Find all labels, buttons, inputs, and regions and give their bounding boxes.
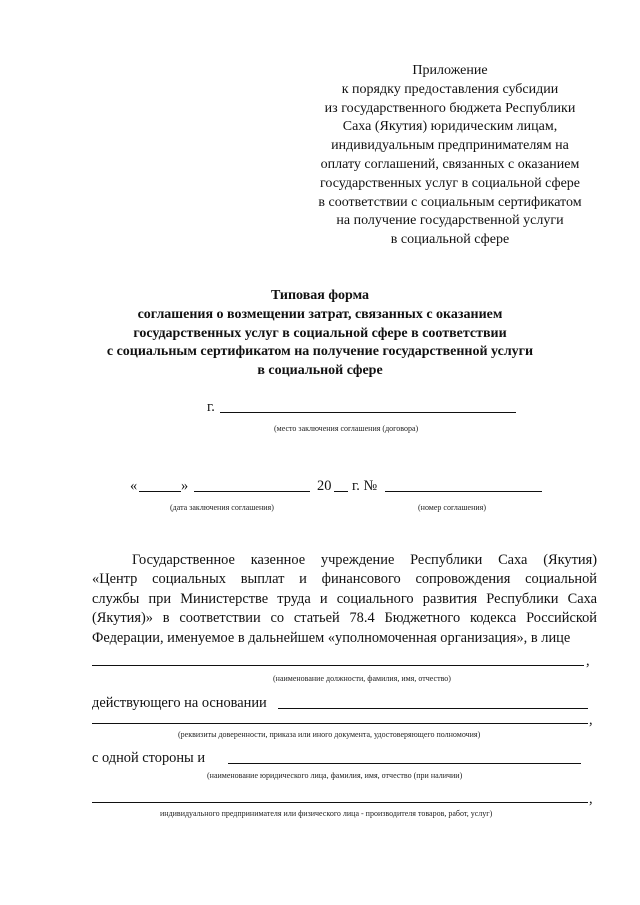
place-caption: (место заключения соглашения (договора) <box>274 424 419 433</box>
appendix-line: в социальной сфере <box>390 232 510 248</box>
title-line: в социальной сфере <box>257 363 383 379</box>
agreement-number-field[interactable] <box>385 491 542 492</box>
preamble-paragraph <box>92 551 597 648</box>
document-title <box>60 287 580 381</box>
place-prefix: г. <box>207 399 215 415</box>
title-line: государственных услуг в социальной сфере в соответствии <box>133 325 507 341</box>
day-field[interactable] <box>139 491 181 492</box>
appendix-line: оплату соглашений, связанных с оказанием <box>320 156 580 172</box>
acting-label: действующего на основании <box>92 695 267 711</box>
appendix-header <box>300 62 600 250</box>
counterparty-field-1[interactable] <box>228 763 581 764</box>
title-line: соглашения о возмещении затрат, связанных с оказанием <box>137 306 503 322</box>
legal-entity-caption: (наименование юридического лица, фамилия, имя, отчество (при наличии) <box>207 771 463 780</box>
official-caption: (наименование должности, фамилия, имя, отчество) <box>273 674 451 683</box>
appendix-line: Приложение <box>412 63 488 78</box>
number-prefix: г. № <box>352 478 378 494</box>
appendix-line: на получение государственной услуги <box>336 213 564 229</box>
one-side-label: с одной стороны и <box>92 750 206 766</box>
basis-field-1[interactable] <box>278 708 588 709</box>
place-field[interactable] <box>220 412 516 413</box>
basis-field-2[interactable] <box>92 723 588 724</box>
month-field[interactable] <box>194 491 310 492</box>
comma: , <box>589 791 593 807</box>
comma: , <box>589 712 593 728</box>
date-close-quote: » <box>181 478 189 494</box>
paragraph-line: службы при Министерстве труда и социального развития Республики Саха <box>92 590 597 607</box>
paragraph-line: (Якутия)» в соответствии со статьей 78.4 Бюджетного кодекса Российской <box>92 610 597 627</box>
appendix-line: индивидуальным предпринимателям на <box>331 138 569 154</box>
official-name-field[interactable] <box>92 665 584 666</box>
year-field[interactable] <box>334 491 348 492</box>
entrepreneur-caption: индивидуального предпринимателя или физического лица - производителя товаров, работ, услуг) <box>160 809 493 818</box>
appendix-line: из государственного бюджета Республики <box>324 100 576 116</box>
appendix-line: в соответствии с социальным сертификатом <box>318 194 582 210</box>
paragraph-line: Государственное казенное учреждение Республики Саха (Якутия) <box>132 552 597 568</box>
appendix-line: государственных услуг в социальной сфере <box>319 175 581 191</box>
paragraph-line: «Центр социальных выплат и финансового сопровождения социальной <box>92 571 597 588</box>
comma: , <box>586 653 590 669</box>
appendix-line: Саха (Якутия) юридическим лицам, <box>342 119 558 135</box>
basis-caption: (реквизиты доверенности, приказа или иного документа, удостоверяющего полномочия) <box>178 730 481 739</box>
date-open-quote: « <box>130 478 138 494</box>
title-line: Типовая форма <box>270 288 370 303</box>
counterparty-field-2[interactable] <box>92 802 588 803</box>
number-caption: (номер соглашения) <box>418 503 486 512</box>
paragraph-line: Федерации, именуемое в дальнейшем «уполномоченная организация», в лице <box>92 629 571 646</box>
year-prefix: 20 <box>317 478 332 494</box>
appendix-line: к порядку предоставления субсидии <box>341 81 559 97</box>
title-line: с социальным сертификатом на получение государственной услуги <box>106 344 534 360</box>
date-caption: (дата заключения соглашения) <box>170 503 274 512</box>
